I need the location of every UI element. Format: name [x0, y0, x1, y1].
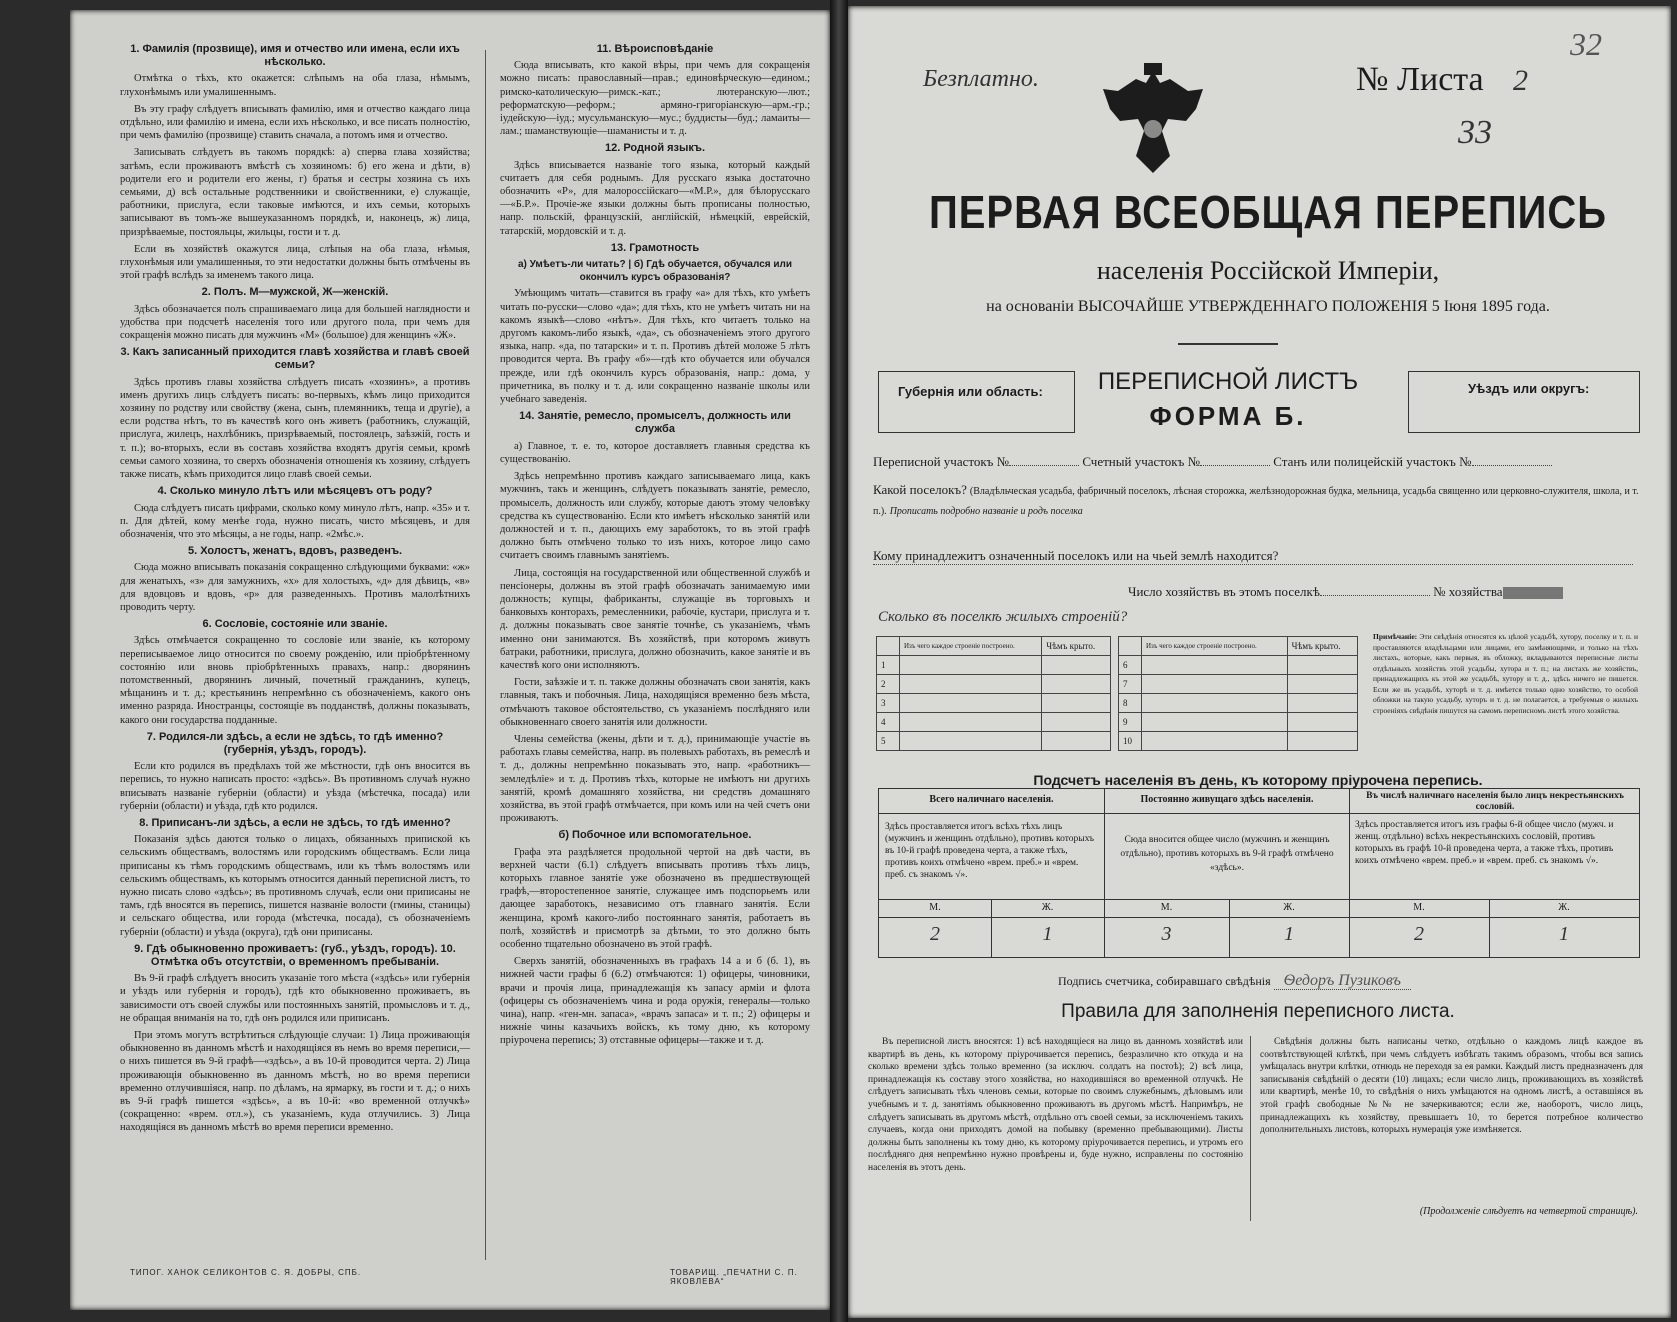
col3-male-header: М. — [1413, 902, 1425, 913]
settlement-hint-2: Прописать подробно названіе и родъ поселка — [889, 506, 1083, 517]
count-col2-header: Постоянно живущаго здѣсь населенія. — [1140, 794, 1314, 805]
book-gutter — [830, 0, 848, 1322]
section-heading: 11. Вѣроисповѣданіе — [596, 43, 714, 55]
instruction-paragraph: Здѣсь обозначается полъ спрашиваемаго лица для большей наглядности и удобства при подсчетѣ населенія того или другого пола, при чемъ для сокращенія можно писать для мужчинъ «М» (большое) для женщинъ «Ж». — [120, 303, 470, 342]
archive-page-number: 32 — [1570, 26, 1602, 62]
count-col3-header: Въ числѣ наличнаго населенія было лицъ некрестьянскихъ сословій. — [1366, 791, 1624, 812]
rules-left-column: Въ переписной листъ вносятся: 1) всѣ находящіеся на лицо въ данномъ хозяйствѣ или квартирѣ въ день, къ которому пріурочивается перепись, безразлично кто откуда и на сколько времени здѣсь только временно (за исключ. солдатъ на постоѣ); 2) всѣ лица, принадлежащія къ составу этого хозяйства, но находившіяся во временной отлучкѣ. Не слѣдуетъ записывать тѣхъ членовъ семьи, которые по своимъ служебнымъ, дѣловымъ или учебнымъ и т. д. занятіямъ обыкновенно проживаютъ въ другомъ мѣстѣ. Напримѣръ, не слѣдуетъ записывать въ другомъ мѣстѣ, отдѣльно отъ своей семьи, за исключеніемъ такихъ случаевъ, когда они приходятъ домой на побывку (временно пребывающими). Листы должны быть заполнены къ тому дню, къ которому пріурочивается перепись, и утромъ его послѣдняго дня непремѣнно нужно провѣрены и, буде нужно, исправлены по состоянію населенія въ этотъ день. — [868, 1037, 1243, 1173]
bldg-header-material: Изъ чего каждое строеніе построено. — [900, 637, 1042, 656]
left-page — [70, 10, 830, 1310]
settlement-hint: (Владѣльческая усадьба, фабричный поселокъ, лѣсная сторожка, желѣзнодорожная будка, мельница, усадьба священно или церковно-служителя, школа, и т. п.). — [873, 486, 1639, 517]
district-line — [873, 454, 1633, 470]
count-nonpeasant-female: 1 — [1559, 923, 1569, 945]
signature-value: Ѳедоръ Пузиковъ — [1274, 972, 1411, 990]
gubernia-box — [878, 371, 1075, 433]
instruction-paragraph: Отмѣтка о тѣхъ, кто окажется: слѣпымъ на оба глаза, нѣмымъ, глухонѣмымъ или умалишеннымъ. — [120, 73, 470, 98]
bldg-header-roof: Чѣмъ крыто. — [1287, 637, 1357, 656]
note-title: Примѣчаніе: — [1373, 632, 1418, 641]
bldg-header-material: Изъ чего каждое строеніе построено. — [1142, 637, 1288, 656]
instruction-paragraph: Здѣсь противъ главы хозяйства слѣдуетъ писать «хозяинъ», а противъ именъ другихъ лицъ слѣдуетъ писать: во-первыхъ, кѣмъ лицо приходится хозяину по родству или свойству (жена, сынъ, племянникъ, теща и другіе), а если родства нѣтъ, то въ качествѣ кого онъ живетъ (работникъ, служащій, прислуга, жилецъ, нахлѣбникъ, призрѣваемый, постоялецъ, заѣзжій, гость и т. п.); во-вторыхъ, если въ составъ хозяйства входятъ другія семьи, кромѣ семьи самого хозяина, то сверхъ обозначенія отношенія къ хозяину, слѣдуетъ также писать, кѣмъ приходится лицо главѣ своей семьи. — [120, 376, 470, 481]
legal-basis: на основаніи ВЫСОЧАЙШЕ УТВЕРЖДЕННАГО ПОЛОЖЕНІЯ 5 Іюня 1895 года. — [986, 298, 1550, 315]
double-headed-eagle-emblem — [1098, 61, 1208, 181]
sheet-number-label: № Листа — [1356, 61, 1484, 98]
count-total-female: 1 — [1042, 923, 1053, 945]
printer-imprint-left: ТИПОГ. ХАНОК СЕЛИКОНТОВ С. Я. ДОБРЫ, СПБ. — [130, 1268, 362, 1277]
instruction-paragraph: Графа эта раздѣляется продольной чертой на двѣ части, въ верхней части (6.1) слѣдуетъ вписывать противъ тѣхъ лицъ, которыхъ главное занятіе уже обозначено въ предшествующей графѣ,—второстепенное занятіе, служащее имъ подспорьемъ или дающее заработокъ, независимо отъ главнаго занятія. Если женщина, кромѣ какого-либо постояннаго занятія, работаетъ въ полѣ, хозяйствѣ и присмотрѣ за дѣтьми, то это должно быть особенно тщательно обозначено въ этой графѣ. — [500, 846, 810, 950]
col3-female-header: Ж. — [1558, 902, 1570, 913]
census-district-label: Переписной участокъ № — [873, 454, 1010, 469]
instruction-paragraph: Здѣсь отмѣчается сокращенно то сословіе или званіе, къ которому переписываемое лицо относится по своему рожденію, или пріобрѣтенному состоянію или вновь пріобрѣтенныхъ правахъ, напр.: дворянинъ потомственный, дворянинъ личный, почетный гражданинъ, купецъ, мѣщанинъ и т. д.; крестьянинъ непремѣнно съ обозначеніемъ, какого онъ именно разряда. Иностранцы, состоящіе въ подданствѣ, должны показывать, какого они государства подданные. — [120, 635, 470, 726]
census-subtitle: населенія Россійской Имперіи, — [1096, 256, 1440, 285]
instruction-paragraph: Здѣсь вписывается названіе того языка, который каждый считаетъ для себя роднымъ. Для русскаго языка достаточно обозначить «Р», для малороссійскаго—«М.Р.», для бѣлорусскаго—«Б.Р.». Прочіе-же языки должны быть прописаны полностью, напр. польскій, французскій, англійскій, нѣмецкій, еврейскій, татарскій, мордовскій и т. д. — [500, 159, 810, 237]
section-heading: 4. Сколько минуло лѣтъ или мѣсяцевъ отъ роду? — [157, 485, 433, 498]
rules-right-column: Свѣдѣнія должны быть написаны четко, отдѣльно о каждомъ лицѣ каждое въ соотвѣтствующей клѣткѣ, при чемъ слѣдуетъ избѣгать такимъ образомъ, чтобы вся запись умѣщалась внутри клѣтки, отнюдь не переходя за ея рамки. Каждый листъ предназначенъ для записыванія свѣдѣній о десяти (10) лицахъ; если число лицъ, проживающихъ въ хозяйствѣ или квартирѣ, менѣе 10, то свѣдѣнія о нихъ умѣщаются на одномъ листѣ, а оставшіяся въ этой графѣ свободные №№ не зачеркиваются; если же, наоборотъ, число лицъ, принадлежащихъ къ хозяйству, превышаетъ 10, то берется потребное количество дополнительныхъ листовъ, которыхъ нумерація уже измѣняется. — [1260, 1037, 1643, 1136]
left-column-instructions-2 — [500, 40, 810, 1052]
section-heading: 1. Фамилія (прозвище), имя и отчество или имена, если ихъ нѣсколько. — [130, 43, 460, 69]
census-title: ПЕРВАЯ ВСЕОБЩАЯ ПЕРЕПИСЬ — [929, 187, 1607, 239]
instruction-paragraph: Если въ хозяйствѣ окажутся лица, слѣпыя на оба глаза, нѣмыя, глухонѣмыя или умалишенныя, то эти недостатки должны быть отмѣчены въ этой графѣ вслѣдъ за именемъ такого лица. — [120, 243, 470, 282]
instruction-paragraph: а) Главное, т. е. то, которое доставляетъ главныя средства къ существованію. — [500, 440, 810, 465]
buildings-table-left — [876, 636, 1111, 751]
counting-district-label: Счетный участокъ № — [1082, 454, 1200, 469]
count-permanent-male: 3 — [1161, 923, 1172, 945]
bldg-row-number: 2 — [877, 675, 900, 694]
rules-continued: (Продолженіе слѣдуетъ на четвертой страницѣ). — [1419, 1206, 1638, 1217]
instruction-paragraph: Здѣсь непремѣнно противъ каждаго записываемаго лица, какъ мужчинъ, такъ и женщинъ, слѣдуетъ показывать занятіе, ремесло, промыселъ, должность или службу, которые даютъ этому человѣку средства къ существованію. Если кто имѣетъ нѣсколько занятій или должностей и т. п., дающихъ ему заработокъ, то въ этой графѣ должно быть отмѣчено только то изъ нихъ, которое лицо само считаетъ своимъ главнымъ занятіемъ. — [500, 471, 810, 562]
instruction-paragraph: Умѣющимъ читать—ставится въ графу «а» для тѣхъ, кто умѣетъ читать по-русски—слово «да»; для тѣхъ, кто не умѣетъ читать ни на какомъ языкѣ—слово «нѣтъ». Для тѣхъ, кто читаетъ только на другомъ какомъ-либо языкѣ, «да», съ обозначеніемъ этого другого языка, напр. «да, по татарски» и т. п. Противъ дѣтей моложе 5 лѣтъ проводится черта. Въ графу «б»—гдѣ кто обучается или обучался прежде, или гдѣ окончилъ курсъ образованія, напр.: дома, у причетника, въ полку и т. д. или сокращенно названіе школы или учебнаго заведенія. — [500, 288, 810, 406]
police-district-label: Станъ или полицейскій участокъ № — [1273, 454, 1472, 469]
column-divider — [485, 50, 486, 1260]
col2-female-header: Ж. — [1283, 902, 1295, 913]
instruction-paragraph: Показанія здѣсь даются только о лицахъ, обязанныхъ припиской къ сельскимъ обществамъ, волостямъ или городскимъ обществамъ. Если лица приписаны къ тѣмъ городскимъ обществамъ, или къ тѣмъ волостямъ или сельскимъ обществамъ, къ которымъ относится данный переписной листъ, то нужно писать слово «здѣсь»; въ противномъ случаѣ, если они приписаны не тамъ, гдѣ вносятся въ перепись, пишется названіе волости (гмины, станицы) и сельскаго общества, или города (мѣстечка, посада), съ обозначеніемъ губерніи (области) и уѣзда (округа), гдѣ они приписаны. — [120, 834, 470, 938]
handwritten-sheet-number: 33 — [1458, 114, 1492, 151]
section-heading: 14. Занятіе, ремесло, промыселъ, должность или служба — [519, 410, 791, 436]
instruction-paragraph: Записывать слѣдуетъ въ такомъ порядкѣ: а) сперва глава хозяйства; затѣмъ, если проживаютъ вмѣстѣ съ хозяиномъ: б) его жена и дѣти, в) родители его и родители его жены, г) братья и сестры хозяина съ ихъ семьями, д) всѣ остальные родственники и свойственники, е) служащіе, работники, прислуга, если таковые имѣются, и ихъ семьи, которыхъ записывают въ томъ-же вышеуказанномъ порядкѣ, и, наконецъ, ж) лица, призрѣваемые, постояльцы, жильцы, гости и т. д. — [120, 147, 470, 238]
col1-male-header: М. — [929, 902, 941, 913]
owner-line — [873, 548, 1633, 565]
instruction-paragraph: Сюда слѣдуетъ писать цифрами, сколько кому минуло лѣтъ, напр. «35» и т. п. Для дѣтей, кому менѣе года, нужно писать, чисто мѣсяцевъ, и для обозначенія, что это мѣсяцы, а не годы, напр. «2мѣс.». — [120, 502, 470, 540]
bldg-row-number: 9 — [1119, 713, 1142, 732]
form-title: ПЕРЕПИСНОЙ ЛИСТЪ — [1097, 368, 1359, 395]
instruction-paragraph: Сюда вписывать, кто какой вѣры, при чемъ для сокращенія можно писать: православный—прав.; единовѣрческую—едином.; римско-католическую—римск.-кат.; лютеранскую—лют.; реформатскую—реформ.; армяно-григоріанскую—арм.-гр.; іудейскую—іуд.; мусульманскую—мус.; буддисты—буд.; ламаиты—лам.; шаманствующіе—шаманисты и т. д. — [500, 60, 810, 138]
bldg-row-number: 3 — [877, 694, 900, 713]
bldg-row-number: 5 — [877, 732, 900, 751]
count-col1-text: Здѣсь проставляется итогъ всѣхъ тѣхъ лицъ (мужчинъ и женщинъ отдѣльно), противъ которыхъ въ 10-й графѣ проведена черта, а также тѣхъ, противъ коихъ отмѣчено «врем. преб.» и «врем. преб. съ знакомъ √». — [885, 822, 1094, 880]
instruction-paragraph: Въ 9-й графѣ слѣдуетъ вносить указаніе того мѣста («здѣсь» или губернія и уѣздъ или губернія и городъ), гдѣ кто обыкновенно проживаетъ, въ зависимости отъ своей службы или постоянныхъ занятій, промысловъ и т. д., не обращая вниманія на то, гдѣ онъ родился или приписанъ. — [120, 973, 470, 1024]
left-column-instructions-1 — [120, 40, 470, 1139]
bldg-row-number: 4 — [877, 713, 900, 732]
count-total-male: 2 — [930, 923, 940, 945]
col2-male-header: М. — [1160, 902, 1173, 913]
instruction-paragraph: Сюда можно вписывать показанія сокращенно слѣдующими буквами: «ж» для женатыхъ, «з» для замужнихъ, «х» для холостыхъ, «д» для дѣвицъ, «в» для вдовцовъ и вдовъ, «р» для разведенныхъ. Противъ малолѣтнихъ проводить черту. — [120, 562, 470, 613]
section-heading: 6. Сословіе, состояніе или званіе. — [202, 618, 388, 631]
rules-divider — [1250, 1036, 1251, 1221]
count-permanent-female: 1 — [1284, 923, 1294, 945]
population-count-table — [878, 788, 1640, 958]
household-number-label: № хозяйства — [1433, 584, 1503, 599]
section-heading: 7. Родился-ли здѣсь, а если не здѣсь, то гдѣ именно? (губернія, уѣздъ, городъ). — [146, 730, 444, 756]
section-heading: б) Побочное или вспомогательное. — [558, 829, 752, 842]
col1-female-header: Ж. — [1041, 902, 1054, 913]
count-nonpeasant-male: 2 — [1414, 923, 1424, 945]
bldg-header-roof: Чѣмъ крыто. — [1042, 637, 1111, 656]
settlement-label: Какой поселокъ? — [873, 482, 967, 497]
section-subheading: а) Умѣетъ-ли читать? | б) Гдѣ обучается, обучался или окончилъ курсъ образованія? — [517, 259, 793, 284]
count-col2-text: Сюда вносится общее число (мужчинъ и женщинъ отдѣльно), противъ которыхъ въ 9-й графѣ отмѣчено «здѣсь». — [1120, 835, 1334, 873]
note-text: Эти свѣдѣнія относятся къ цѣлой усадьбѣ, хутору, поселку и т. п. и проставляются владѣльцами или лицами, его замѣняющими, и только на тѣхъ листахъ, которые, какъ первыя, въ обложку, вкладываются переписные листы отдѣльныхъ хозяйствъ этой усадьбы, хутора и т. п.; на листахъ же хозяйствъ, принадлежащихъ къ этой же усадьбѣ, хутору и т. д., здѣсь ничего не пишется. Если же въ усадьбѣ, хуторѣ и т. д. имѣется только одно хозяйство, то особой обложки на такую усадьбу, хуторъ и т. д. не полагается, а требуемыя о жилыхъ строеніяхъ свѣдѣнія пишутся на самомъ переписномъ листѣ этого хозяйства. — [1373, 632, 1638, 715]
rules-title: Правила для заполненія переписного листа. — [1061, 1001, 1455, 1022]
sheet-number-value: 2 — [1513, 64, 1528, 97]
count-col3-text: Здѣсь проставляется итогъ изъ графы 6-й общее число (мужч. и женщ. отдѣльно) всѣхъ некрестьянскихъ сословій, противъ которыхъ въ графѣ 10-й проведена черта, а также тѣхъ, противъ коихъ отмѣчено «врем. преб.» и «врем. преб. съ знакомъ √». — [1355, 820, 1614, 866]
instruction-paragraph: При этомъ могутъ встрѣтиться слѣдующіе случаи: 1) Лица проживающія обыкновенно въ данномъ мѣстѣ и находящіяся въ немъ во время переписи,—о нихъ пишется въ 9-й графѣ—«здѣсь», а въ 10-й проводится черта. 2) Лица проживающія обыкновенно въ данномъ мѣстѣ, но во время переписи временно отлучившіяся, напр. по дѣламъ, на ярмарку, въ гости и т. д.; о нихъ въ 9-й графѣ пишется «здѣсь», а въ 10-й: «во временной отлучкѣ» (сокращенно: «врем. отл.»), съ указаніемъ, куда отлучились. 3) Лица находящіяся въ данномъ мѣстѣ во время переписи временно. — [120, 1030, 470, 1134]
divider-short — [1178, 343, 1278, 345]
households-line — [1128, 584, 1638, 600]
instruction-paragraph: Гости, заѣзжіе и т. п. также должны обозначать свои занятія, какъ главныя, такъ и побочныя. Лица, находящіяся временно безъ мѣста, отмѣчаютъ таковое обстоятельство, съ указаніемъ послѣдняго или обыкновеннаго своего занятія или должности. — [500, 677, 810, 728]
printer-imprint-right: ТОВАРИЩ. „ПЕЧАТНИ С. П. ЯКОВЛЕВА“ — [670, 1268, 798, 1286]
uezd-label: Уѣздъ или округъ: — [1468, 381, 1590, 396]
bldg-row-number: 8 — [1119, 694, 1142, 713]
instruction-paragraph: Если кто родился въ предѣлахъ той же мѣстности, гдѣ онъ вносится въ перепись, то нужно написать просто: «здѣсь». Въ противномъ случаѣ нужно вписывать названіе губерніи (области) и уѣзда (мѣстечка, посада) или губерніи (области) и уѣзда, гдѣ кто родился. — [120, 761, 470, 812]
instruction-paragraph: Члены семейства (жены, дѣти и т. д.), принимающіе участіе въ работахъ главы семейства, напр. въ полевыхъ работахъ, въ ремеслѣ и т. д., должны непремѣнно показывать это, напр. «работникъ—земледѣліе» и т. д. Противъ тѣхъ, которые не имѣютъ ни другихъ занятій, кромѣ домашняго хозяйства, ни средствъ домашняго хозяйства, въ этой графѣ отмѣчается, при комъ или на чей счетъ они проживаютъ. — [500, 733, 810, 825]
buildings-note — [1373, 632, 1638, 716]
buildings-question: Сколько въ поселкѣ жилыхъ строеній? — [878, 609, 1128, 625]
bldg-row-number: 1 — [877, 656, 900, 675]
settlement-line — [873, 480, 1643, 521]
signature-line — [1058, 972, 1411, 990]
count-col1-header: Всего наличнаго населенія. — [929, 794, 1054, 805]
instruction-paragraph: Въ эту графу слѣдуетъ вписывать фамилію, имя и отчество каждаго лица отдѣльно, или фамилію и имена, если ихъ нѣсколько, и все писать полностію, при чемъ фамилію (прозвище) ставить сначала, а потомъ имя и отчество. — [120, 103, 470, 142]
section-heading: 13. Грамотность — [610, 241, 700, 254]
instruction-paragraph: Лица, состоящія на государственной или общественной службѣ и пенсіонеры, должны въ этой графѣ обозначать занимаемую ими должность; купцы, фабриканты, служащіе въ торговыхъ и банковыхъ конторахъ, ремесленники, рабочіе, кустари, прислуга и т. д. должны показывать свое занятіе точнѣе, съ указаніемъ, чѣмъ именно они занимаются. Въ хозяйствѣ, при которомъ живутъ батраки, работники, прислуга, должно обозначить, какое занятіе и въ качествѣ кого они исполняютъ. — [500, 567, 810, 671]
section-heading: 9. Гдѣ обыкновенно проживаетъ: (губ., уѣздъ, городъ). 10. Отмѣтка объ отсутствіи, о временномъ пребываніи. — [134, 942, 456, 968]
section-heading: 5. Холостъ, женатъ, вдовъ, разведенъ. — [187, 545, 403, 558]
section-heading: 3. Какъ записанный приходится главѣ хозяйства и главѣ своей семьи? — [120, 346, 470, 372]
gubernia-label: Губернія или область: — [898, 384, 1043, 399]
bldg-row-number: 7 — [1119, 675, 1142, 694]
households-count-label: Число хозяйствъ въ этомъ поселкѣ — [1128, 584, 1320, 599]
section-heading: 2. Полъ. М—мужской, Ж—женскій. — [201, 286, 389, 299]
population-count-title: Подсчетъ населенія въ день, къ которому пріурочена перепись. — [1033, 772, 1483, 788]
buildings-table-right — [1118, 636, 1358, 751]
bldg-row-number: 6 — [1119, 656, 1142, 675]
section-heading: 8. Приписанъ-ли здѣсь, а если не здѣсь, то гдѣ именно? — [139, 816, 451, 829]
right-page — [848, 6, 1671, 1318]
form-type: ФОРМА Б. — [1149, 401, 1307, 431]
instruction-paragraph: Сверхъ занятій, обозначенныхъ въ графахъ 14 а и б (б. 1), въ нижней части графы б (6.2) отмѣчаются: 1) офицеры, чиновники, врачи и прочія лица, принадлежащія къ запасу арміи и флота (офицеры съ обозначеніемъ чина и рода оружія, генералы—только чина), напр. «ген-мн. запаса», «врачъ запаса» и т. п.; 2) офицеры и нижніе чины казачьихъ войскъ, къ тому дню, къ которому пріурочена перепись; 3) отставные офицеры—также и т. д. — [500, 956, 810, 1047]
free-label: Безплатно. — [923, 66, 1039, 92]
section-heading: 12. Родной языкъ. — [604, 142, 705, 155]
signature-label: Подпись счетчика, собиравшаго свѣдѣнія — [1058, 974, 1271, 988]
bldg-row-number: 10 — [1119, 732, 1142, 751]
owner-label: Кому принадлежитъ означенный поселокъ или на чьей землѣ находится? — [873, 548, 1279, 563]
